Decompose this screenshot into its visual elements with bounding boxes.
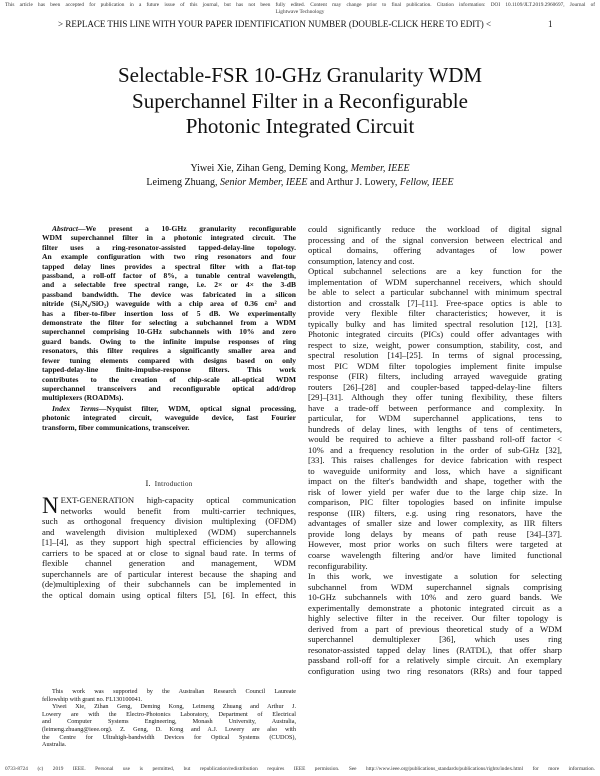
body-line: hundreds of delay lines, with lengths of tens of centimeters, (308, 423, 562, 434)
paper-title (0, 63, 600, 140)
introduction-body (42, 495, 296, 600)
body-line: response (FIR) filters, including arrayed waveguide grating (308, 371, 562, 382)
publication-notice-journal: Lightwave Technology (275, 9, 325, 15)
publication-notice: This article has been accepted for publication in a future issue of this journal, but has not been fully edited. Content may change prior to final publication. Citation information: DOI 10.1109/JLT.2019.2960697, Journal of (5, 2, 595, 8)
abstract-line: WDM superchannel filter in a photonic integrated circuit. The (42, 233, 296, 243)
body-line: respect to size, weight, power consumption, stability, cost, and (308, 339, 562, 350)
body-line: would be required to achieve a filter passband roll-off factor < (308, 434, 562, 445)
author-names: Yiwei Xie, Zihan Geng, Deming Kong, (190, 163, 349, 174)
body-line: could significantly reduce the workload of digital signal (308, 224, 562, 234)
abstract-line: resonators, this filter requires a significantly smaller area and (42, 346, 296, 356)
section-heading (42, 478, 296, 490)
section-number: I. (145, 478, 151, 488)
body-line: However, most prior works on such filters were targeted at (308, 539, 562, 550)
abstract-line: tapped delay lines provides a spectral filter with a flat-top (42, 261, 296, 271)
body-line: highly selective filter in the receiver. Our filter topology is (308, 613, 562, 624)
abstract-line: fewer tuning elements compared with designs based on only (42, 355, 296, 365)
section-title: Introduction (154, 481, 193, 488)
body-line: implementation of WDM superchannel receivers, which should (308, 276, 562, 287)
footnote-line: Yiwei Xie, Zihan Geng, Deming Kong, Leimeng Zhuang and Arthur J. (52, 703, 296, 711)
body-line: [29]–[31]. Although they offer tuning flexibility, these filters (308, 392, 562, 403)
body-line: (de)multiplexing of their subchannels can be implemented in (42, 579, 296, 590)
body-line: most PIC WDM filter topologies implement finite impulse (308, 360, 562, 371)
body-line: particular, for WDM superchannel applications, tens to (308, 413, 562, 424)
abstract-line: Abstract—We present a 10-GHz granularity reconfigurable (52, 224, 296, 233)
right-column-body (308, 224, 562, 676)
body-line: be able to select a particular subchannel with minimum spectral (308, 287, 562, 298)
body-line: spectral resolution [14]–[25]. In terms of signal processing, (308, 350, 562, 361)
abstract (42, 224, 296, 403)
body-line: advantages of smaller size and lower complexity, as IIR filters (308, 518, 562, 529)
author-role: Senior Member, IEEE (220, 177, 308, 188)
body-line: experimentally demonstrate a photonic integrated circuit as a (308, 602, 562, 613)
body-line: coarse wavelength filtering and/or have limited functional (308, 549, 562, 560)
drop-cap: N (42, 493, 59, 518)
body-line: provide very flexible filter characteristics; however, it is (308, 308, 562, 319)
abstract-line: multiplexers (ROADMs). (42, 393, 124, 403)
abstract-line: passband, a roll-off factor of 8%, a tunable central wavelength, (42, 271, 296, 281)
title-line: Selectable-FSR 10-GHz Granularity WDM (117, 63, 483, 87)
body-line: to waveguide uniformity and loss, which have a significant (308, 465, 562, 476)
abstract-line: filter uses a ring-resonator-assisted tapped-delay-line topology. (42, 242, 296, 252)
body-line: [33]. This raises challenges for device fabrication with respect (308, 455, 562, 466)
author-role: Fellow, IEEE (399, 177, 454, 188)
body-line: configuration using two ring resonators (RRs) and four tapped (308, 665, 562, 676)
index-terms-line: photonic integrated circuit, waveguide device, fast Fourier (42, 413, 296, 423)
body-line: comparison, PIC filter topologies based on infinite impulse (308, 497, 562, 508)
body-line: impact on the filter's bandwidth and shape, together with the (308, 476, 562, 487)
body-line: processing and of the signal conversion between electrical and (308, 234, 562, 245)
author-name: and Arthur J. Lowery, (310, 177, 398, 188)
body-line: consumption, latency and cost. (308, 255, 415, 266)
footnote-line: fellowship with grant no. FL130100041. (42, 695, 143, 703)
body-line: the optical domain using optical filters [5], [6]. In effect, this (42, 589, 296, 600)
index-terms (42, 404, 296, 432)
footnote-line: Australia. (42, 741, 67, 749)
body-line: superchannels are of particular interest because the shaping and (42, 568, 296, 579)
abstract-line: superchannel comprising 10-GHz subchannels with 10% and zero (42, 327, 296, 337)
body-line: optical domains, offering advantages of low power (308, 245, 562, 256)
title-line: Superchannel Filter in a Reconfigurable (132, 88, 468, 113)
body-line: typically bulky and has limited spectral resolution [12], [13]. (308, 318, 562, 329)
body-line: have a trade-off between performance and complexity. In (308, 402, 562, 413)
body-line: flexible channel generation and management, WDM (42, 558, 296, 569)
body-line: Optical subchannel selections are a key function for the (308, 266, 562, 277)
body-line: such as orthogonal frequency division multiplexing (OFDM) (42, 516, 296, 527)
footnote-line: the Centre for Ultrahigh-bandwidth Devices for Optical Systems (CUDOS), (42, 733, 296, 741)
abstract-label: Abstract (52, 224, 78, 233)
footnote-line: This work was supported by the Australian Research Council Laureate (52, 688, 296, 695)
body-line: superchannel demultiplexer [36], which uses ring (308, 634, 562, 645)
footnote-line: and Computer Systems Engineering, Monash University, Australia, (42, 718, 296, 726)
body-line: 10-GHz subchannels with 10% and zero guard bands. We (308, 592, 562, 603)
abstract-line: passband bandwidth. The device was fabricated in a silicon (42, 289, 296, 299)
author-role: Member, IEEE (350, 163, 410, 174)
body-line: reconfigurability. (308, 560, 368, 571)
abstract-line: superchannel transceivers and reconfigurable optical add/drop (42, 383, 296, 393)
body-line: networks would benefit from multi-carrier techniques, (60, 505, 296, 516)
body-line: subchannel from WDM superchannel signals comprising (308, 581, 562, 592)
index-terms-line: Index Terms—Nyquist filter, WDM, optical signal processing, (52, 404, 296, 413)
abstract-line: has a fiber-to-fiber insertion loss of 5 dB. We experimentally (42, 308, 296, 318)
author-list (0, 162, 600, 190)
abstract-line: tapped-delay-line finite-impulse-response filters. This work (42, 365, 296, 375)
title-line: Photonic Integrated Circuit (185, 114, 415, 138)
body-line: provide long delays by means of path reuse [34]–[37]. (308, 528, 562, 539)
body-line: [1]–[4], as they support high spectral efficiencies by allowing (42, 537, 296, 548)
copyright-footer: 0733-8724 (c) 2019 IEEE. Personal use is permitted, but republication/redistribution requires IEEE permission. See http://www.ieee.org/publications_standards/publications/rights/index.html for more information. (5, 766, 595, 772)
body-line: carriers to be spaced at or close to signal baud rate. In terms of (42, 547, 296, 558)
index-terms-label: Index Terms (52, 404, 99, 413)
abstract-line: and a selectable free spectral range, i.e. 2× or 4× the 3-dB (42, 280, 296, 290)
body-line: passband roll-off for a relatively simple circuit. An exemplary (308, 655, 562, 666)
abstract-line: guard bands. Owing to the infinite impulse responses of ring (42, 336, 296, 346)
index-terms-line: transform, fiber communications, transceiver. (42, 422, 190, 432)
body-line: EXT-GENERATION high-capacity optical communication (60, 495, 296, 505)
header-replace-line[interactable]: > REPLACE THIS LINE WITH YOUR PAPER IDENTIFICATION NUMBER (DOUBLE-CLICK HERE TO EDIT) < (58, 19, 492, 29)
body-line: derived from a part of previous theoretical study of a WDM (308, 623, 562, 634)
body-line: In this work, we investigate a solution for selecting (308, 571, 562, 582)
body-line: 10% and a frequency resolution in the order of sub-GHz [32], (308, 444, 562, 455)
footnote (42, 688, 296, 749)
body-line: response (IIR) filters, e.g. using ring resonators, have the (308, 507, 562, 518)
abstract-line: nitride (Si₃N₄/SiO₂) waveguide with a chip area of 0.36 cm² and (42, 299, 296, 309)
body-line: resonator-assisted tapped delay lines (RATDL), that offer sharp (308, 644, 562, 655)
abstract-line: contributes to the creation of chip-scale all-optical WDM (42, 374, 296, 384)
body-line: and wavelength division multiplexed (WDM) superchannels (42, 526, 296, 537)
author-name: Leimeng Zhuang, (146, 177, 218, 188)
page-number: 1 (548, 19, 553, 29)
abstract-line: An example configuration with two ring resonators and four (42, 252, 296, 262)
abstract-line: demonstrate the filter for selecting a subchannel from a WDM (42, 318, 296, 328)
body-line: Photonic integrated circuits (PICs) could offer advantages with (308, 329, 562, 340)
footnote-line: (leimeng.zhuang@ieee.org). Z. Geng, D. Kong and A.J. Lowery are also with (42, 725, 296, 733)
footnote-line: Lowery are with the Electro-Photonics Laboratory, Department of Electrical (42, 710, 296, 718)
body-line: distortion and crosstalk [7]–[11]. Free-space optics is able to (308, 297, 562, 308)
body-line: risk of lower yield per wafer due to the large chip size. In (308, 486, 562, 497)
body-line: routers [26]–[28] and coupler-based tapped-delay-line filters (308, 381, 562, 392)
